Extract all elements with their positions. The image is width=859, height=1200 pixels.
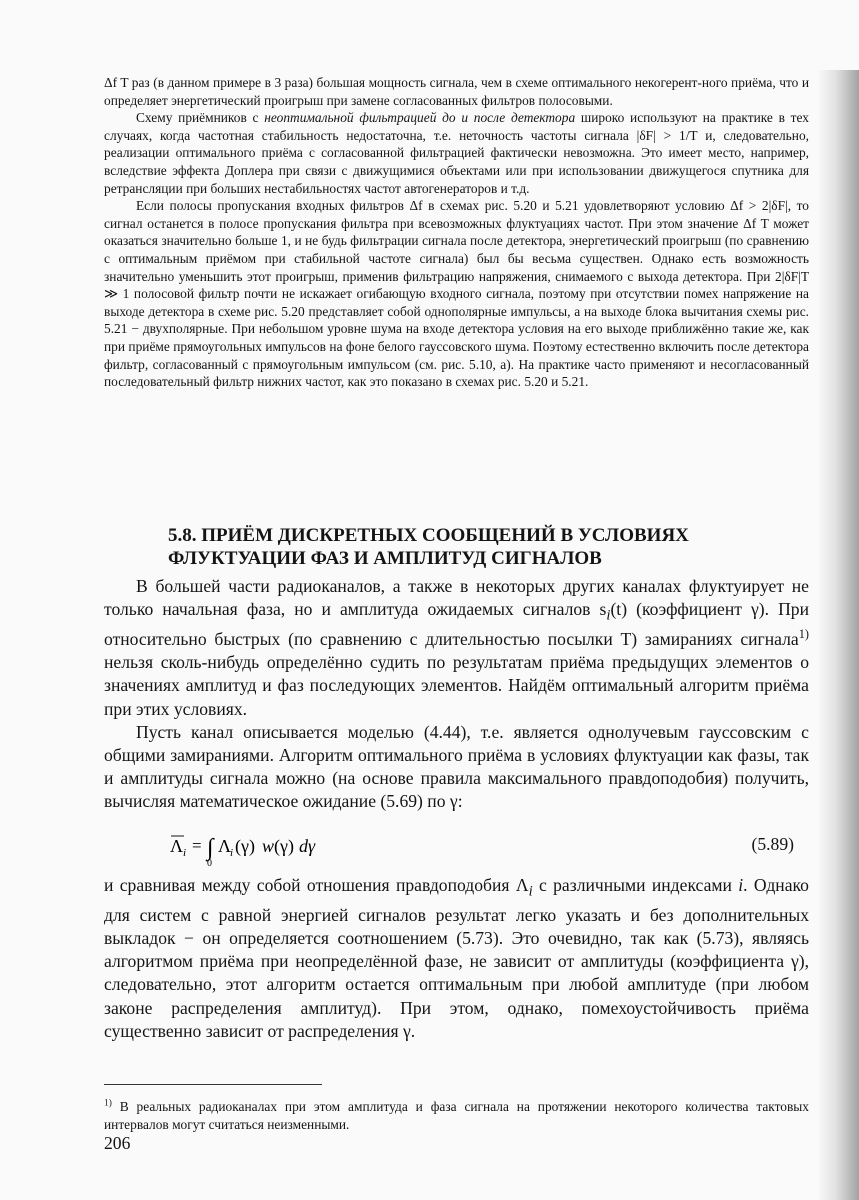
main-text-block-2: [104, 874, 809, 1043]
equation-5-89: [104, 826, 794, 870]
section-heading-line-2: ФЛУКТУАЦИИ ФАЗ И АМПЛИТУД СИГНАЛОВ: [168, 548, 602, 569]
footnote: [104, 1098, 809, 1133]
section-heading: [168, 524, 808, 570]
paragraph-continuation: Δf T раз (в данном примере в 3 раза) большая мощность сигнала, чем в схеме оптимального некогерент-ного приёма, что и определяет энергетический проигрыш при замене согласованных фильтров полосовыми.: [104, 75, 809, 108]
section-heading-line-1: 5.8. ПРИЁМ ДИСКРЕТНЫХ СООБЩЕНИЙ В УСЛОВИЯХ: [168, 525, 689, 546]
weight-function: w: [262, 836, 275, 856]
integrand-argument: (γ): [235, 836, 255, 856]
differential: dγ: [299, 836, 316, 856]
lhs-symbol: Λ: [170, 836, 184, 856]
equation-graphic: [104, 826, 404, 870]
integral-lower-limit: 0: [207, 858, 212, 869]
paragraph-fading-channels: В большей части радиоканалов, а также в некоторых других каналах флуктуирует не только начальная фаза, но и амплитуда ожидаемых сигналов $s_i(t)$ (коэффициент γ). При относительно быстрых (по сравнению с длительностью посылки T) замираниях сигнала$^{1)}$ нельзя сколь-нибудь определённо судить по результатам приёма предыдущих элементов о значениях амплитуд и фаз последующих элементов. Найдём оптимальный алгоритм приёма при этих условиях.: [104, 576, 809, 719]
main-text-block-1: [104, 575, 809, 814]
paragraph-suboptimal-receivers: Схему приёмников с неоптимальной фильтрацией до и после детектора широко используют на практике в тех случаях, когда частотная стабильность недостаточна, т.е. неточность частоты сигнала |δF| > 1/T и, следовательно, реализации оптимального приёма с согласованной фильтрацией фактически невозможна. Это имеет место, например, вследствие эффекта Доплера при связи с движущимися объектами или при использовании движущегося спутника для ретрансляции при больших нестабильностях частот автогенераторов и т.д.: [104, 110, 810, 196]
equation-number: (5.89): [751, 834, 794, 854]
integrand-symbol: Λ: [218, 836, 232, 856]
footnote-text: В реальных радиоканалах при этом амплитуда и фаза сигнала на протяжении некоторого количества тактовых интервалов могут считаться неизменными.: [104, 1099, 809, 1132]
footnote-divider: [104, 1084, 322, 1085]
equals-sign: =: [192, 836, 202, 855]
lhs-subscript: i: [183, 847, 187, 859]
top-text-block: [104, 74, 809, 391]
page-edge-shadow: [817, 70, 859, 1200]
weight-argument: (γ): [274, 836, 294, 856]
paragraph-filter-bandwidth: Если полосы пропускания входных фильтров Δf в схемах рис. 5.20 и 5.21 удовлетворяют условию Δf > 2|δF|, то сигнал останется в полосе пропускания фильтра при всевозможных флуктуациях частот. При этом значение Δf T может оказаться значительно больше 1, и не будь фильтрации сигнала после детектора, энергетический проигрыш (по сравнению с оптимальным приёмом при стабильной частоте сигнала) был бы весьма существен. Однако есть возможность значительно уменьшить этот проигрыш, применив фильтрацию напряжения, снимаемого с выхода детектора. При 2|δF|T ≫ 1 полосовой фильтр почти не искажает огибающую входного сигнала, поэтому при отсутствии помех напряжение на выходе детектора в схеме рис. 5.20 представляет собой однополярные импульсы, а на выходе блока вычитания схемы рис. 5.21 − двухполярные. При небольшом уровне шума на входе детектора условия на его выходе приближённо такие же, как при приёме прямоугольных импульсов на фоне белого гауссовского шума. Поэтому естественно включить после детектора фильтр, согласованный с прямоугольным импульсом (см. рис. 5.10, а). На практике часто применяют и несогласованный последовательный фильтр нижних частот, как это показано в схемах рис. 5.20 и 5.21.: [104, 198, 809, 390]
paragraph-channel-model: Пусть канал описывается моделью (4.44), т.е. является однолучевым гауссовским с общими замираниями. Алгоритм оптимального приёма в условиях флуктуации как фазы, так и амплитуды сигнала можно (на основе правила максимального правдоподобия) получить, вычисляя математическое ожидание (5.69) по γ:: [104, 721, 809, 812]
integral-sign: ∫: [207, 835, 214, 861]
footnote-marker: 1): [104, 1098, 112, 1109]
integrand-subscript: i: [230, 847, 234, 859]
paragraph-likelihood-comparison: и сравнивая между собой отношения правдоподобия $\Lambda_i$ с различными индексами i. Однако для систем с равной энергией сигналов результат легко указать и без дополнительных выкладок − он определяется соотношением (5.73). Это очевидно, так как (5.73), являясь алгоритмом приёма при неопределённой фазе, не зависит от амплитуды (коэффициента γ), следовательно, этот алгоритм остается оптимальным при любой амплитуде (при любом законе распределения амплитуд). При этом, однако, помехоустойчивость приёма существенно зависит от распределения γ.: [104, 875, 809, 1041]
page-number: 206: [104, 1133, 131, 1153]
